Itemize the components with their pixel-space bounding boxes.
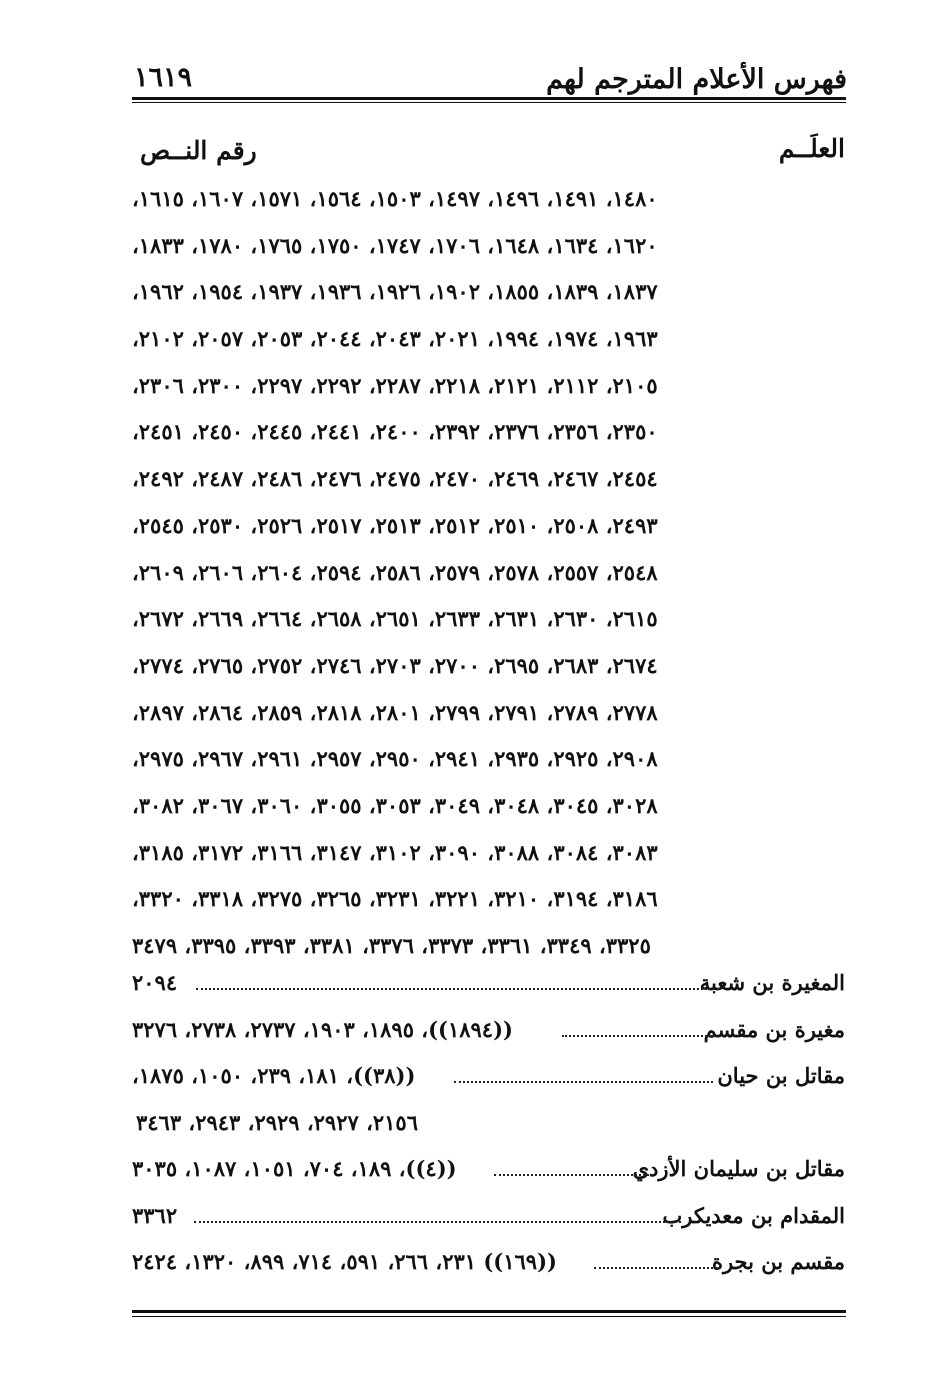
reference-line: ١٤٨٠، ١٤٩١، ١٤٩٦، ١٤٩٧، ١٥٠٣، ١٥٦٤، ١٥٧١، ١٦٠٧، ١٦١٥،: [132, 186, 658, 211]
column-heading-number: رقم النــص: [140, 136, 257, 165]
index-entry-continuation: [132, 1102, 845, 1149]
reference-line: ٣٠٢٨، ٣٠٤٥، ٣٠٤٨، ٣٠٤٩، ٣٠٥٣، ٣٠٥٥، ٣٠٦٠، ٣٠٦٧، ٣٠٨٢،: [132, 792, 658, 818]
reference-line: ٢٦١٥، ٢٦٣٠، ٢٦٣١، ٢٦٣٣، ٢٦٥١، ٢٦٥٨، ٢٦٦٤، ٢٦٦٩، ٢٦٧٢،: [132, 606, 658, 632]
entry-name: المغيرة بن شعبة: [699, 970, 845, 995]
entry-references: ٣٣٦٢: [132, 1202, 178, 1228]
entry-name: مقاتل بن سليمان الأزدي: [632, 1156, 845, 1181]
column-heading-name: العلَــم: [778, 134, 845, 163]
entry-name: مغيرة بن مقسم: [703, 1016, 845, 1042]
reference-line: ١٦٢٠، ١٦٣٤، ١٦٤٨، ١٧٠٦، ١٧٤٧، ١٧٥٠، ١٧٦٥، ١٧٨٠، ١٨٣٣،: [132, 232, 658, 258]
entry-references: ((١٨٩٤))، ١٨٩٥، ١٩٠٣، ٢٧٣٧، ٢٧٣٨، ٣٢٧٦: [132, 1016, 513, 1042]
page-number: ١٦١٩: [134, 62, 193, 93]
leader-dots: [196, 988, 719, 990]
leader-dots: [562, 1035, 715, 1037]
reference-line: ٣١٨٦، ٣١٩٤، ٣٢١٠، ٣٢٢١، ٣٢٣١، ٣٢٦٥، ٣٢٧٥، ٣٣١٨، ٣٣٢٠،: [132, 886, 658, 912]
leader-dots: [454, 1081, 713, 1083]
entry-name: المقدام بن معديكرب: [662, 1202, 845, 1228]
leader-dots: [194, 1221, 681, 1223]
reference-line: ١٨٣٧، ١٨٣٩، ١٨٥٥، ١٩٠٢، ١٩٢٦، ١٩٣٦، ١٩٣٧، ١٩٥٤، ١٩٦٢،: [132, 279, 658, 305]
index-entry: [132, 962, 845, 1009]
index-entry: [132, 1009, 845, 1056]
reference-line: ٢٤٥٤، ٢٤٦٧، ٢٤٦٩، ٢٤٧٠، ٢٤٧٥، ٢٤٧٦، ٢٤٨٦، ٢٤٨٧، ٢٤٩٢،: [132, 466, 658, 492]
entry-references: ٢٠٩٤: [132, 970, 178, 995]
reference-line: ٢٩٠٨، ٢٩٢٥، ٢٩٣٥، ٢٩٤١، ٢٩٥٠، ٢٩٥٧، ٢٩٦١، ٢٩٦٧، ٢٩٧٥،: [132, 746, 658, 772]
reference-line: ٢٥٤٨، ٢٥٥٧، ٢٥٧٨، ٢٥٧٩، ٢٥٨٦، ٢٥٩٤، ٢٦٠٤، ٢٦٠٦، ٢٦٠٩،: [132, 559, 658, 585]
leader-dots: [594, 1267, 717, 1269]
footer-rule-thin: [132, 1316, 846, 1317]
entry-name: مقسم بن بجرة: [711, 1249, 845, 1274]
entry-name: مقاتل بن حيان: [717, 1063, 845, 1088]
reference-line: ٣٣٢٥، ٣٣٤٩، ٣٣٦١، ٣٣٧٣، ٣٣٧٦، ٣٣٨١، ٣٣٩٣، ٣٣٩٥، ٣٤٧٩: [132, 933, 651, 958]
entry-references: ((١٦٩)) ٢٣١، ٢٦٦، ٥٩١، ٧١٤، ٨٩٩، ١٣٢٠، ٢٤٢٤: [132, 1249, 557, 1274]
reference-line: ٣٠٨٣، ٣٠٨٤، ٣٠٨٨، ٣٠٩٠، ٣١٠٢، ٣١٤٧، ٣١٦٦، ٣١٧٢، ٣١٨٥،: [132, 839, 658, 865]
entry-references: ((٤))، ١٨٩، ٧٠٤، ١٠٥١، ١٠٨٧، ٣٠٣٥: [132, 1156, 457, 1181]
footer-rule-thick: [132, 1310, 846, 1313]
reference-line: ١٩٦٣، ١٩٧٤، ١٩٩٤، ٢٠٢١، ٢٠٤٣، ٢٠٤٤، ٢٠٥٣، ٢٠٥٧، ٢١٠٢،: [132, 326, 658, 352]
header-rule-thin: [132, 102, 846, 103]
running-header-title: فهرس الأعلام المترجم لهم: [546, 64, 847, 95]
index-entry: [132, 1195, 845, 1242]
leader-dots: [494, 1174, 653, 1176]
index-entries: [132, 962, 845, 1288]
reference-line: ٢٤٩٣، ٢٥٠٨، ٢٥١٠، ٢٥١٢، ٢٥١٣، ٢٥١٧، ٢٥٢٦، ٢٥٣٠، ٢٥٤٥،: [132, 512, 658, 538]
index-entry: [132, 1148, 845, 1195]
reference-line: ٢٦٧٤، ٢٦٨٣، ٢٦٩٥، ٢٧٠٠، ٢٧٠٣، ٢٧٤٦، ٢٧٥٢، ٢٧٦٥، ٢٧٧٤،: [132, 652, 658, 678]
entry-references-continued: ٢١٥٦، ٢٩٢٧، ٢٩٢٩، ٢٩٤٣، ٣٤٦٣: [136, 1109, 418, 1135]
continued-reference-list: [132, 176, 698, 970]
reference-line: ٢١٠٥، ٢١١٢، ٢١٢١، ٢٢١٨، ٢٢٨٧، ٢٢٩٢، ٢٢٩٧، ٢٣٠٠، ٢٣٠٦،: [132, 372, 658, 398]
entry-references: ((٣٨))، ١٨١، ٢٣٩، ١٠٥٠، ١٨٧٥،: [132, 1063, 416, 1088]
reference-line: ٢٣٥٠، ٢٣٥٦، ٢٣٧٦، ٢٣٩٢، ٢٤٠٠، ٢٤٤١، ٢٤٤٥، ٢٤٥٠، ٢٤٥١،: [132, 419, 658, 445]
reference-line: ٢٧٧٨، ٢٧٨٩، ٢٧٩١، ٢٧٩٩، ٢٨٠١، ٢٨١٨، ٢٨٥٩، ٢٨٦٤، ٢٨٩٧،: [132, 699, 658, 725]
header-rule-thick: [132, 97, 846, 100]
index-entry: [132, 1055, 845, 1102]
index-entry: [132, 1241, 845, 1288]
